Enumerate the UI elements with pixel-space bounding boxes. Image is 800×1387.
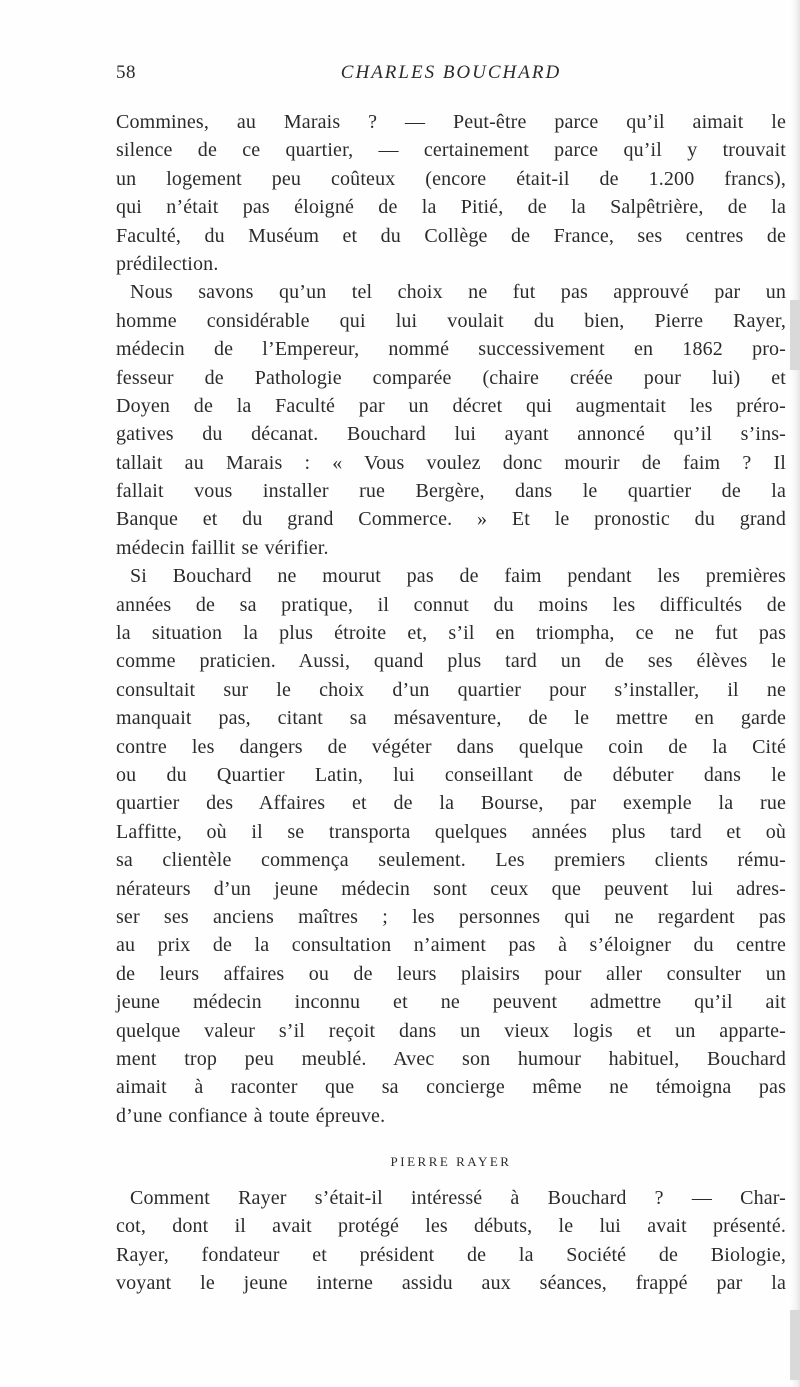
text-line: consultait sur le choix d’un quartier pour s’installer, il ne [116, 678, 786, 701]
text-line: ser ses anciens maîtres ; les personnes qui ne regardent pas [116, 905, 786, 928]
text-line: Laffitte, où il se transporta quelques années plus tard et où [116, 820, 786, 843]
paragraph [116, 562, 786, 1130]
paragraph [116, 278, 786, 562]
text-line: quartier des Affaires et de la Bourse, par exemple la rue [116, 792, 786, 815]
text-line: homme considérable qui lui voulait du bien, Pierre Rayer, [116, 309, 786, 332]
text-line: Faculté, du Muséum et du Collège de France, ses centres de [116, 224, 786, 247]
text-line: voyant le jeune interne assidu aux séances, frappé par la [116, 1272, 786, 1295]
page-edge-mark [790, 1310, 800, 1380]
text-line: médecin faillit se vérifier. [116, 536, 329, 559]
text-line: contre les dangers de végéter dans quelque coin de la Cité [116, 735, 786, 758]
text-line: jeune médecin inconnu et ne peuvent admettre qu’il ait [116, 991, 786, 1014]
page-edge-mark [790, 300, 800, 370]
text-line: cot, dont il avait protégé les débuts, le lui avait présenté. [116, 1215, 786, 1238]
page-number: 58 [116, 62, 136, 83]
text-line: sa clientèle commença seulement. Les premiers clients rému- [116, 849, 786, 872]
text-line: prédilection. [116, 252, 219, 275]
text-line: nérateurs d’un jeune médecin sont ceux que peuvent lui adres- [116, 877, 786, 900]
text-line: Comment Rayer s’était-il intéressé à Bouchard ? — Char- [130, 1187, 786, 1210]
text-line: gatives du décanat. Bouchard lui ayant annoncé qu’il s’ins- [116, 423, 786, 446]
page-edge-shadow [790, 0, 800, 1387]
running-title: CHARLES BOUCHARD [340, 62, 562, 83]
text-line: silence de ce quartier, — certainement parce qu’il y trouvait [116, 139, 786, 162]
text-line: aimait à raconter que sa concierge même ne témoigna pas [116, 1076, 786, 1099]
text-line: quelque valeur s’il reçoit dans un vieux logis et un apparte- [116, 1019, 786, 1042]
text-line: comme praticien. Aussi, quand plus tard un de ses élèves le [116, 650, 786, 673]
text-line: Si Bouchard ne mourut pas de faim pendant les premières [130, 565, 786, 588]
body-text [116, 108, 786, 1298]
paragraph [116, 1184, 786, 1298]
text-line: médecin de l’Empereur, nommé successivement en 1862 pro- [116, 338, 786, 361]
paragraph [116, 108, 786, 278]
text-line: manquait pas, citant sa mésaventure, de le mettre en garde [116, 707, 786, 730]
text-line: ment trop peu meublé. Avec son humour habituel, Bouchard [116, 1047, 786, 1070]
text-line: Commines, au Marais ? — Peut-être parce qu’il aimait le [116, 111, 786, 133]
text-line: Banque et du grand Commerce. » Et le pronostic du grand [116, 508, 786, 531]
text-line: un logement peu coûteux (encore était-il de 1.200 francs), [116, 167, 786, 190]
text-line: d’une confiance à toute épreuve. [116, 1104, 386, 1127]
text-line: ou du Quartier Latin, lui conseillant de débuter dans le [116, 763, 786, 786]
text-line: de leurs affaires ou de leurs plaisirs pour aller consulter un [116, 962, 786, 985]
text-line: années de sa pratique, il connut du moins les difficultés de [116, 593, 786, 616]
text-line: fesseur de Pathologie comparée (chaire créée pour lui) et [116, 366, 786, 389]
text-line: qui n’était pas éloigné de la Pitié, de la Salpêtrière, de la [116, 196, 786, 219]
text-line: Nous savons qu’un tel choix ne fut pas approuvé par un [130, 281, 786, 304]
text-line: Rayer, fondateur et président de la Société de Biologie, [116, 1243, 786, 1266]
running-head [116, 62, 786, 92]
section-heading: PIERRE RAYER [390, 1154, 512, 1170]
text-line: la situation la plus étroite et, s’il en triompha, ce ne fut pas [116, 622, 786, 645]
text-line: fallait vous installer rue Bergère, dans le quartier de la [116, 480, 786, 503]
text-line: au prix de la consultation n’aiment pas à s’éloigner du centre [116, 934, 786, 957]
text-line: tallait au Marais : « Vous voulez donc mourir de faim ? Il [116, 451, 786, 474]
text-line: Doyen de la Faculté par un décret qui augmentait les préro- [116, 394, 786, 417]
